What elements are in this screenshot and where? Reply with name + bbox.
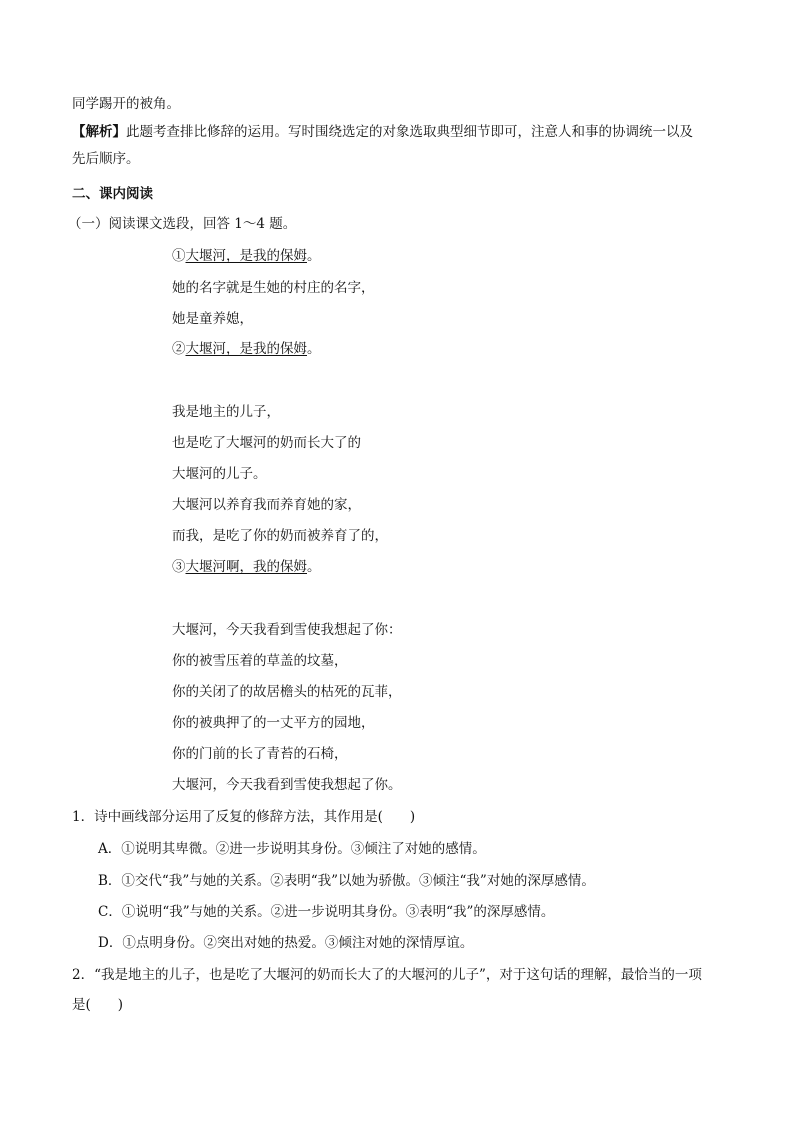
poem-line: 大堰河，今天我看到雪使我想起了你。 (172, 777, 402, 793)
question-1-option-c: C．①说明“我”与她的关系。②进一步说明其身份。③表明“我”的深厚感情。 (98, 904, 555, 920)
punctuation: 。 (307, 341, 321, 357)
poem-line: 她的名字就是生她的村庄的名字， (172, 280, 375, 296)
punctuation: 。 (307, 248, 321, 264)
poem-line (172, 558, 321, 576)
poem-line: 你的被典押了的一丈平方的园地， (172, 715, 375, 731)
paragraph-line: 同学踢开的被角。 (72, 96, 180, 112)
analysis-continuation: 先后顺序。 (72, 151, 140, 167)
section-heading: 二、课内阅读 (72, 186, 153, 202)
poem-line: 我是地主的儿子， (172, 404, 280, 420)
question-1-option-d: D．①点明身份。②突出对她的热爱。③倾注对她的深情厚谊。 (98, 935, 474, 951)
underlined-phrase-3: 大堰河啊，我的保姆 (185, 559, 307, 575)
punctuation: 。 (307, 559, 321, 575)
poem-line: 大堰河的儿子。 (172, 466, 267, 482)
analysis-label: 【解析】 (72, 124, 126, 140)
poem-line: 她是童养媳， (172, 311, 253, 327)
poem-line (172, 247, 321, 265)
question-1-option-a: A．①说明其卑微。②进一步说明其身份。③倾注了对她的感情。 (98, 841, 486, 857)
marker-3: ③ (172, 559, 186, 575)
section-instruction: （一）阅读课文选段，回答 1～4 题。 (68, 216, 297, 232)
poem-line: 你的门前的长了青苔的石椅， (172, 746, 348, 762)
poem-line: 也是吃了大堰河的奶而长大了的 (172, 435, 361, 451)
marker-2: ② (172, 341, 186, 357)
poem-line: 大堰河，今天我看到雪使我想起了你： (172, 622, 402, 638)
question-2-stem-continuation: 是( ) (72, 997, 124, 1013)
poem-line (172, 340, 321, 358)
marker-1: ① (172, 248, 186, 264)
poem-line: 而我，是吃了你的奶而被养育了的， (172, 528, 388, 544)
question-1-option-b: B．①交代“我”与她的关系。②表明“我”以她为骄傲。③倾注“我”对她的深厚感情。 (98, 873, 595, 889)
underlined-phrase-1: 大堰河，是我的保姆 (185, 248, 307, 264)
question-2-stem: 2．“我是地主的儿子，也是吃了大堰河的奶而长大了的大堰河的儿子”，对于这句话的理解，最恰当的一项 (72, 967, 702, 983)
analysis-line (72, 123, 693, 141)
poem-line: 你的被雪压着的草盖的坟墓， (172, 653, 348, 669)
poem-line: 大堰河以养育我而养育她的家， (172, 497, 361, 513)
poem-line: 你的关闭了的故居檐头的枯死的瓦菲， (172, 684, 402, 700)
question-1-stem: 1．诗中画线部分运用了反复的修辞方法，其作用是( ) (72, 809, 416, 825)
underlined-phrase-2: 大堰河，是我的保姆 (185, 341, 307, 357)
analysis-text: 此题考查排比修辞的运用。写时围绕选定的对象选取典型细节即可，注意人和事的协调统一以及 (126, 124, 693, 140)
